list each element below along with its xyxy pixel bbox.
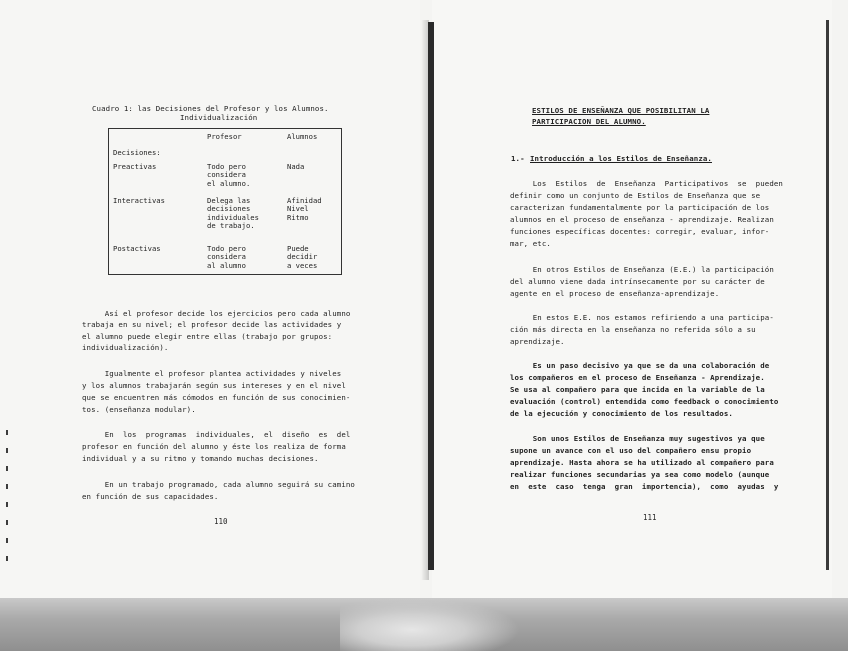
text-line: En estos E.E. nos estamos refiriendo a una participa- bbox=[510, 313, 774, 322]
text-line: Son unos Estilos de Enseñanza muy sugestivos ya que bbox=[510, 434, 765, 443]
chapter-heading: ESTILOS DE ENSEÑANZA QUE POSIBILITAN LA bbox=[532, 106, 710, 115]
text-line: en este caso tenga gran importencia), como ayudas y bbox=[510, 482, 779, 491]
text-line: Es un paso decisivo ya que se da una colaboración de bbox=[510, 361, 770, 370]
table-row bbox=[109, 245, 342, 275]
left-page bbox=[0, 0, 420, 600]
cell-alumnos: Nada bbox=[287, 161, 305, 171]
table-header-cell bbox=[109, 129, 204, 145]
section-number: 1.- bbox=[511, 154, 525, 163]
text-line: los compañeros en el proceso de Enseñanza - Aprendizaje. bbox=[510, 373, 765, 382]
text-line: realizar funciones secundarias ya sea como modelo (aunque bbox=[510, 470, 770, 479]
text-line: agente en el proceso de enseñanza-aprendizaje. bbox=[510, 289, 720, 298]
text-line: individual y a su ritmo y tomando muchas decisiones. bbox=[82, 454, 319, 463]
text-line: evaluación (control) entendida como feedback o conocimiento bbox=[510, 397, 779, 406]
text-line: profesor en función del alumno y éste los realiza de forma bbox=[82, 442, 346, 451]
binding-mark bbox=[6, 556, 8, 561]
table-header-row bbox=[109, 129, 342, 145]
table-section-label: Decisiones: bbox=[113, 147, 161, 157]
table-caption: Cuadro 1: las Decisiones del Profesor y los Alumnos. bbox=[92, 104, 329, 113]
text-line: Los Estilos de Enseñanza Participativos se pueden bbox=[510, 179, 783, 188]
page-number-left: 110 bbox=[214, 517, 228, 526]
binding-mark bbox=[6, 448, 8, 453]
table-caption-subtitle: Individualización bbox=[180, 113, 258, 122]
text-line: caracterizan fundamentalmente por la participación de los bbox=[510, 203, 770, 212]
text-line: supone un avance con el uso del compañero ensu propio bbox=[510, 446, 752, 455]
text-line: que se encuentren más cómodos en función de sus conocimien- bbox=[82, 393, 351, 402]
text-line: ción más directa en la enseñanza no referida sólo a su bbox=[510, 325, 756, 334]
text-line: el alumno puede elegir entre ellas (trabajo por grupos: bbox=[82, 332, 333, 341]
text-line: En un trabajo programado, cada alumno seguirá su camino bbox=[82, 480, 355, 489]
text-line: funciones específicas docentes: corregir, evaluar, infor- bbox=[510, 227, 770, 236]
text-line: Se usa al compañero para que incida en la variable de la bbox=[510, 385, 765, 394]
text-line: En otros Estilos de Enseñanza (E.E.) la participación bbox=[510, 265, 774, 274]
right-page bbox=[432, 0, 832, 600]
row-label: Postactivas bbox=[113, 243, 161, 253]
decisions-table bbox=[108, 128, 342, 275]
text-line: alumnos en el proceso de enseñanza - aprendizaje. Realizan bbox=[510, 215, 774, 224]
text-line: tos. (enseñanza modular). bbox=[82, 405, 196, 414]
table-row bbox=[109, 197, 342, 245]
text-line: de la ejecución y conocimiento de los resultados. bbox=[510, 409, 733, 418]
cell-alumnos: Puede decidir a veces bbox=[287, 243, 318, 270]
scan-noise bbox=[340, 598, 520, 651]
text-line: mar, etc. bbox=[510, 239, 551, 248]
page-number-right: 111 bbox=[643, 513, 657, 522]
text-line: trabaja en su nivel; el profesor decide las actividades y bbox=[82, 320, 342, 329]
chapter-heading-line2: PARTICIPACION DEL ALUMNO. bbox=[532, 117, 646, 126]
table-section-row bbox=[109, 145, 342, 163]
table-header-cell: Alumnos bbox=[287, 132, 318, 141]
binding-mark bbox=[6, 484, 8, 489]
text-line: Así el profesor decide los ejercicios pero cada alumno bbox=[82, 309, 351, 318]
table-header-cell: Profesor bbox=[207, 132, 242, 141]
text-line: aprendizaje. Hasta ahora se ha utilizado al compañero para bbox=[510, 458, 774, 467]
cell-alumnos: Afinidad Nivel Ritmo bbox=[287, 195, 322, 222]
binding-mark bbox=[6, 430, 8, 435]
table-row bbox=[109, 163, 342, 197]
text-line: aprendizaje. bbox=[510, 337, 565, 346]
binding-mark bbox=[6, 502, 8, 507]
cell-profesor: Todo pero considera al alumno bbox=[207, 243, 246, 270]
section-title: Introducción a los Estilos de Enseñanza. bbox=[530, 154, 712, 163]
cell-profesor: Delega las decisiones individuales de trabajo. bbox=[207, 195, 259, 231]
page-edge bbox=[826, 20, 829, 570]
book-spine bbox=[428, 22, 434, 570]
text-line: definir como un conjunto de Estilos de Enseñanza que se bbox=[510, 191, 761, 200]
text-line: del alumno viene dada intrínsecamente por su carácter de bbox=[510, 277, 765, 286]
text-line: En los programas individuales, el diseño es del bbox=[82, 430, 351, 439]
row-label: Preactivas bbox=[113, 161, 157, 171]
row-label: Interactivas bbox=[113, 195, 165, 205]
text-line: individualización). bbox=[82, 343, 169, 352]
binding-mark bbox=[6, 520, 8, 525]
binding-mark bbox=[6, 466, 8, 471]
text-line: y los alumnos trabajarán según sus intereses y en el nivel bbox=[82, 381, 346, 390]
text-line: en función de sus capacidades. bbox=[82, 492, 219, 501]
text-line: Igualmente el profesor plantea actividades y niveles bbox=[82, 369, 342, 378]
cell-profesor: Todo pero considera el alumno. bbox=[207, 161, 251, 188]
binding-mark bbox=[6, 538, 8, 543]
